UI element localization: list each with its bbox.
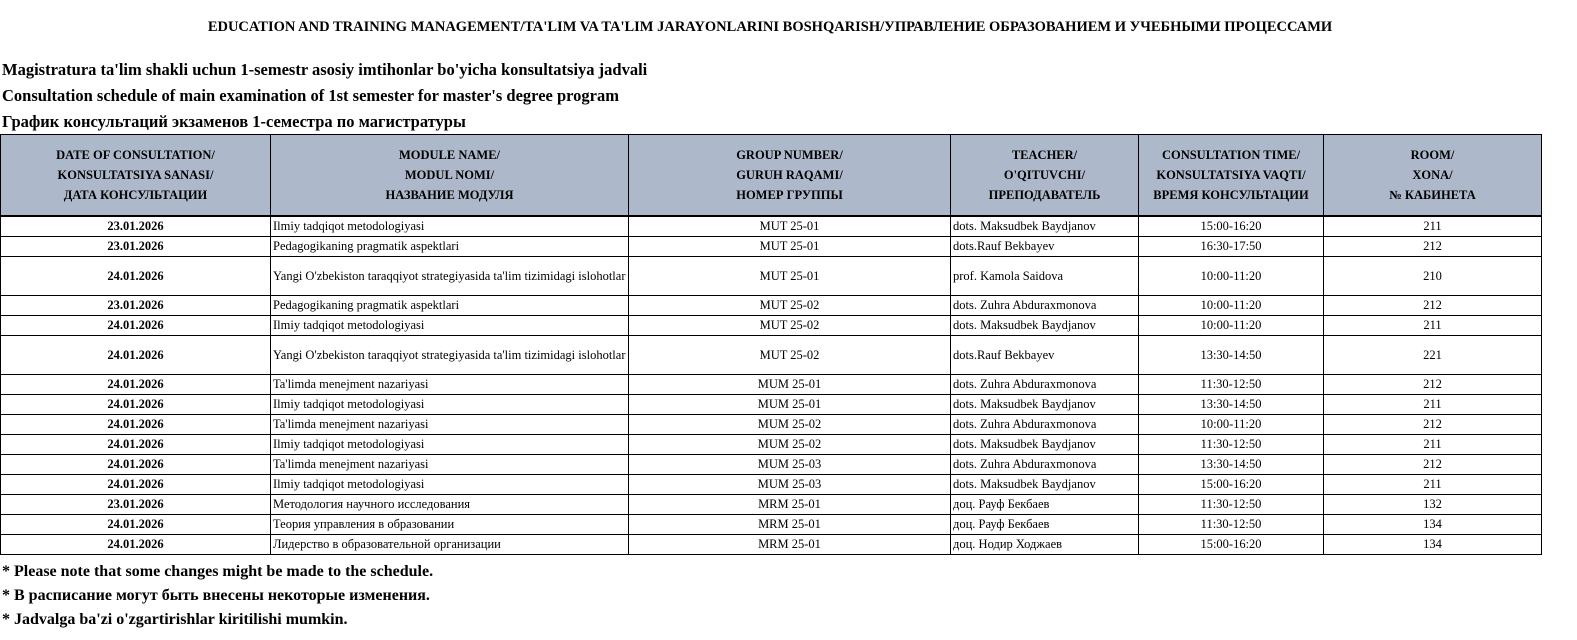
cell-group: MUT 25-01 — [629, 237, 951, 257]
table-row — [1, 336, 1542, 375]
cell-time: 10:00-11:20 — [1139, 257, 1324, 296]
cell-date: 24.01.2026 — [1, 535, 271, 555]
cell-module: Ilmiy tadqiqot metodologiyasi — [271, 216, 629, 237]
column-header-room: ROOM/ XONA/ № КАБИНЕТА — [1324, 135, 1542, 217]
cell-module: Ilmiy tadqiqot metodologiyasi — [271, 475, 629, 495]
column-header-group: GROUP NUMBER/ GURUH RAQAMI/ НОМЕР ГРУППЫ — [629, 135, 951, 217]
cell-date: 24.01.2026 — [1, 415, 271, 435]
cell-group: MUT 25-01 — [629, 257, 951, 296]
cell-group: MUT 25-01 — [629, 216, 951, 237]
table-row — [1, 415, 1542, 435]
cell-date: 24.01.2026 — [1, 395, 271, 415]
cell-teacher: prof. Kamola Saidova — [951, 257, 1139, 296]
table-row — [1, 515, 1542, 535]
cell-room: 212 — [1324, 237, 1542, 257]
cell-group: MRM 25-01 — [629, 515, 951, 535]
cell-group: MUM 25-03 — [629, 475, 951, 495]
cell-room: 134 — [1324, 515, 1542, 535]
cell-module: Методология научного исследования — [271, 495, 629, 515]
cell-date: 23.01.2026 — [1, 296, 271, 316]
subtitle-uzbek: Magistratura ta'lim shakli uchun 1-semestr asosiy imtihonlar bo'yicha konsultatsiya jadvali — [2, 60, 648, 79]
note-uzbek: * Jadvalga ba'zi o'zgartirishlar kiritilishi mumkin. — [2, 611, 348, 628]
note-english: * Please note that some changes might be made to the schedule. — [2, 563, 434, 580]
cell-time: 13:30-14:50 — [1139, 336, 1324, 375]
table-row — [1, 495, 1542, 515]
cell-time: 10:00-11:20 — [1139, 316, 1324, 336]
cell-module: Лидерство в образовательной организации — [271, 535, 629, 555]
table-row — [1, 475, 1542, 495]
cell-teacher: dots.Rauf Bekbayev — [951, 237, 1139, 257]
cell-teacher: dots.Rauf Bekbayev — [951, 336, 1139, 375]
cell-teacher: dots. Maksudbek Baydjanov — [951, 475, 1139, 495]
cell-group: MRM 25-01 — [629, 495, 951, 515]
cell-time: 10:00-11:20 — [1139, 415, 1324, 435]
cell-teacher: dots. Zuhra Abduraxmonova — [951, 455, 1139, 475]
cell-time: 11:30-12:50 — [1139, 375, 1324, 395]
cell-group: MUT 25-02 — [629, 296, 951, 316]
cell-room: 212 — [1324, 375, 1542, 395]
cell-date: 24.01.2026 — [1, 515, 271, 535]
consultation-schedule-table — [0, 134, 1542, 555]
table-row — [1, 216, 1542, 237]
column-header-date: DATE OF CONSULTATION/ KONSULTATSIYA SANASI/ ДАТА КОНСУЛЬТАЦИИ — [1, 135, 271, 217]
cell-module: Ta'limda menejment nazariyasi — [271, 455, 629, 475]
cell-time: 15:00-16:20 — [1139, 475, 1324, 495]
cell-room: 212 — [1324, 415, 1542, 435]
cell-module: Ta'limda menejment nazariyasi — [271, 415, 629, 435]
note-russian: * В расписание могут быть внесены некоторые изменения. — [2, 587, 430, 604]
cell-date: 24.01.2026 — [1, 257, 271, 296]
cell-group: MUT 25-02 — [629, 336, 951, 375]
cell-time: 15:00-16:20 — [1139, 216, 1324, 237]
cell-group: MUT 25-02 — [629, 316, 951, 336]
table-body — [1, 216, 1542, 555]
cell-date: 23.01.2026 — [1, 495, 271, 515]
cell-date: 24.01.2026 — [1, 316, 271, 336]
cell-date: 24.01.2026 — [1, 435, 271, 455]
cell-time: 16:30-17:50 — [1139, 237, 1324, 257]
cell-module: Pedagogikaning pragmatik aspektlari — [271, 237, 629, 257]
table-row — [1, 257, 1542, 296]
subtitle-english: Consultation schedule of main examination of 1st semester for master's degree program — [2, 86, 620, 105]
table-row — [1, 316, 1542, 336]
cell-date: 24.01.2026 — [1, 475, 271, 495]
cell-room: 211 — [1324, 435, 1542, 455]
cell-time: 13:30-14:50 — [1139, 455, 1324, 475]
cell-time: 11:30-12:50 — [1139, 435, 1324, 455]
cell-teacher: доц. Рауф Бекбаев — [951, 495, 1139, 515]
cell-teacher: доц. Рауф Бекбаев — [951, 515, 1139, 535]
cell-group: MUM 25-01 — [629, 375, 951, 395]
cell-time: 15:00-16:20 — [1139, 535, 1324, 555]
cell-room: 212 — [1324, 296, 1542, 316]
cell-module: Yangi O'zbekiston taraqqiyot strategiyasida ta'lim tizimidagi islohotlar — [271, 336, 629, 375]
table-row — [1, 375, 1542, 395]
cell-room: 221 — [1324, 336, 1542, 375]
cell-teacher: dots. Maksudbek Baydjanov — [951, 316, 1139, 336]
cell-time: 10:00-11:20 — [1139, 296, 1324, 316]
cell-teacher: dots. Zuhra Abduraxmonova — [951, 296, 1139, 316]
cell-room: 132 — [1324, 495, 1542, 515]
cell-date: 24.01.2026 — [1, 455, 271, 475]
cell-group: MRM 25-01 — [629, 535, 951, 555]
cell-module: Ilmiy tadqiqot metodologiyasi — [271, 395, 629, 415]
cell-teacher: dots. Maksudbek Baydjanov — [951, 216, 1139, 237]
cell-group: MUM 25-02 — [629, 415, 951, 435]
cell-module: Ilmiy tadqiqot metodologiyasi — [271, 316, 629, 336]
column-header-module: MODULE NAME/ MODUL NOMI/ НАЗВАНИЕ МОДУЛЯ — [271, 135, 629, 217]
cell-time: 11:30-12:50 — [1139, 495, 1324, 515]
table-header-row — [1, 135, 1542, 217]
cell-date: 24.01.2026 — [1, 336, 271, 375]
cell-room: 212 — [1324, 455, 1542, 475]
cell-group: MUM 25-02 — [629, 435, 951, 455]
cell-room: 211 — [1324, 475, 1542, 495]
column-header-teacher: TEACHER/ O'QITUVCHI/ ПРЕПОДАВАТЕЛЬ — [951, 135, 1139, 217]
cell-teacher: dots. Zuhra Abduraxmonova — [951, 375, 1139, 395]
cell-time: 11:30-12:50 — [1139, 515, 1324, 535]
table-row — [1, 395, 1542, 415]
cell-teacher: dots. Zuhra Abduraxmonova — [951, 415, 1139, 435]
cell-module: Теория управления в образовании — [271, 515, 629, 535]
table-row — [1, 237, 1542, 257]
cell-teacher: доц. Нодир Ходжаев — [951, 535, 1139, 555]
table-row — [1, 296, 1542, 316]
cell-room: 211 — [1324, 395, 1542, 415]
cell-room: 134 — [1324, 535, 1542, 555]
cell-date: 23.01.2026 — [1, 237, 271, 257]
cell-group: MUM 25-01 — [629, 395, 951, 415]
table-row — [1, 535, 1542, 555]
cell-room: 211 — [1324, 216, 1542, 237]
table-row — [1, 455, 1542, 475]
cell-module: Ilmiy tadqiqot metodologiyasi — [271, 435, 629, 455]
cell-room: 211 — [1324, 316, 1542, 336]
cell-room: 210 — [1324, 257, 1542, 296]
cell-date: 23.01.2026 — [1, 216, 271, 237]
cell-module: Pedagogikaning pragmatik aspektlari — [271, 296, 629, 316]
cell-teacher: dots. Maksudbek Baydjanov — [951, 435, 1139, 455]
cell-module: Ta'limda menejment nazariyasi — [271, 375, 629, 395]
page-title: EDUCATION AND TRAINING MANAGEMENT/TA'LIM VA TA'LIM JARAYONLARINI BOSHQARISH/УПРАВЛЕНИЕ ОБРАЗОВАНИЕМ И УЧЕБНЫМИ ПРОЦЕССАМИ — [207, 19, 1333, 35]
subtitle-russian: График консультаций экзаменов 1-семестра по магистратуры — [2, 112, 466, 131]
cell-module: Yangi O'zbekiston taraqqiyot strategiyasida ta'lim tizimidagi islohotlar — [271, 257, 629, 296]
cell-date: 24.01.2026 — [1, 375, 271, 395]
cell-teacher: dots. Maksudbek Baydjanov — [951, 395, 1139, 415]
cell-group: MUM 25-03 — [629, 455, 951, 475]
cell-time: 13:30-14:50 — [1139, 395, 1324, 415]
table-row — [1, 435, 1542, 455]
column-header-time: CONSULTATION TIME/ KONSULTATSIYA VAQTI/ ВРЕМЯ КОНСУЛЬТАЦИИ — [1139, 135, 1324, 217]
